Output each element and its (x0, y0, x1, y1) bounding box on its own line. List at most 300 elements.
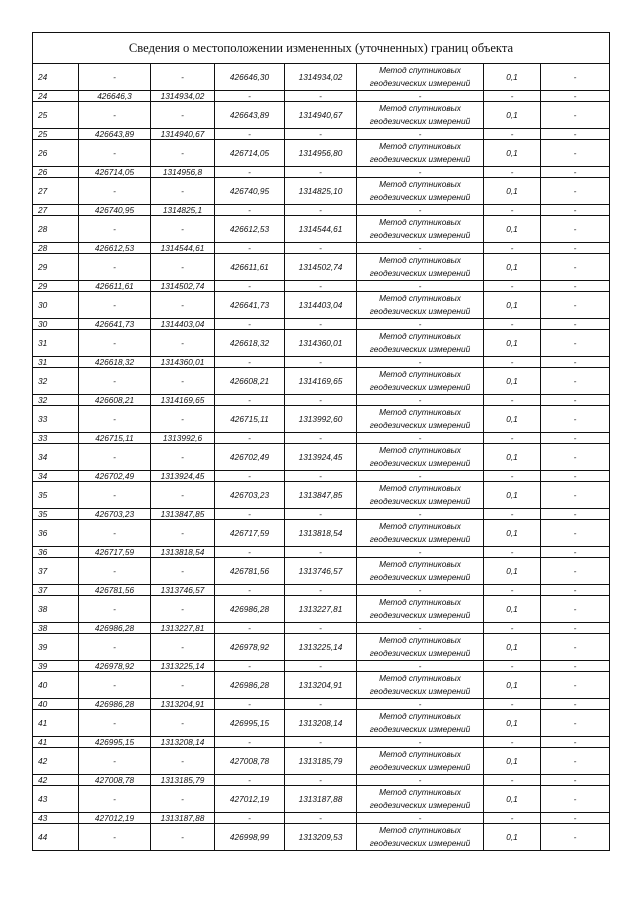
new-y-cell: 1313746,57 (285, 558, 357, 585)
old-x-cell: - (79, 786, 151, 813)
old-y-cell: - (151, 64, 215, 91)
new-y-cell: 1314169,65 (285, 368, 357, 395)
table-row (33, 178, 610, 205)
method-cell: Метод спутниковых геодезических измерений (357, 368, 484, 395)
accuracy-cell: - (484, 91, 541, 102)
table-row (33, 699, 610, 710)
table-row (33, 509, 610, 520)
old-x-cell: - (79, 292, 151, 319)
method-cell: Метод спутниковых геодезических измерений (357, 672, 484, 699)
accuracy-cell: - (484, 661, 541, 672)
old-x-cell: 426986,28 (79, 623, 151, 634)
new-x-cell: - (215, 775, 285, 786)
accuracy-cell: 0,1 (484, 482, 541, 509)
table-row (33, 167, 610, 178)
new-x-cell: 426646,30 (215, 64, 285, 91)
point-number: 24 (33, 91, 79, 102)
old-y-cell: 1314502,74 (151, 281, 215, 292)
old-y-cell: - (151, 216, 215, 243)
old-x-cell: 426608,21 (79, 395, 151, 406)
description-cell: - (541, 433, 610, 444)
accuracy-cell: - (484, 509, 541, 520)
new-x-cell: 426995,15 (215, 710, 285, 737)
new-x-cell: - (215, 699, 285, 710)
table-row (33, 319, 610, 330)
new-x-cell: - (215, 281, 285, 292)
table-row (33, 737, 610, 748)
new-y-cell: - (285, 547, 357, 558)
accuracy-cell: 0,1 (484, 824, 541, 851)
old-y-cell: - (151, 178, 215, 205)
old-y-cell: - (151, 330, 215, 357)
method-cell: Метод спутниковых геодезических измерений (357, 558, 484, 585)
point-number: 41 (33, 737, 79, 748)
old-x-cell: - (79, 672, 151, 699)
description-cell: - (541, 737, 610, 748)
old-y-cell: 1314825,1 (151, 205, 215, 216)
accuracy-cell: - (484, 471, 541, 482)
new-y-cell: 1314502,74 (285, 254, 357, 281)
old-y-cell: - (151, 444, 215, 471)
accuracy-cell: - (484, 281, 541, 292)
new-y-cell: - (285, 129, 357, 140)
new-y-cell: 1313992,60 (285, 406, 357, 433)
new-x-cell: 426643,89 (215, 102, 285, 129)
old-y-cell: 1313185,79 (151, 775, 215, 786)
point-number: 26 (33, 140, 79, 167)
table-row (33, 205, 610, 216)
new-x-cell: - (215, 205, 285, 216)
point-number: 38 (33, 623, 79, 634)
new-x-cell: - (215, 737, 285, 748)
table-row (33, 281, 610, 292)
description-cell: - (541, 824, 610, 851)
new-x-cell: - (215, 585, 285, 596)
old-y-cell: - (151, 596, 215, 623)
new-y-cell: - (285, 319, 357, 330)
method-cell: Метод спутниковых геодезических измерений (357, 292, 484, 319)
accuracy-cell: - (484, 129, 541, 140)
description-cell: - (541, 205, 610, 216)
accuracy-cell: - (484, 623, 541, 634)
old-x-cell: 426715,11 (79, 433, 151, 444)
point-number: 29 (33, 281, 79, 292)
new-y-cell: 1313847,85 (285, 482, 357, 509)
old-y-cell: - (151, 672, 215, 699)
old-x-cell: 427012,19 (79, 813, 151, 824)
old-x-cell: 426643,89 (79, 129, 151, 140)
table-row (33, 661, 610, 672)
accuracy-cell: - (484, 699, 541, 710)
point-number: 39 (33, 634, 79, 661)
table-row (33, 520, 610, 547)
old-x-cell: - (79, 102, 151, 129)
accuracy-cell: 0,1 (484, 672, 541, 699)
old-y-cell: - (151, 824, 215, 851)
description-cell: - (541, 444, 610, 471)
new-y-cell: 1314360,01 (285, 330, 357, 357)
method-cell: - (357, 319, 484, 330)
point-number: 34 (33, 444, 79, 471)
new-x-cell: 426781,56 (215, 558, 285, 585)
table-row (33, 634, 610, 661)
new-y-cell: - (285, 509, 357, 520)
new-y-cell: - (285, 281, 357, 292)
document-sheet (32, 32, 609, 851)
method-cell: - (357, 737, 484, 748)
table-row (33, 748, 610, 775)
old-x-cell: - (79, 824, 151, 851)
point-number: 43 (33, 786, 79, 813)
accuracy-cell: 0,1 (484, 64, 541, 91)
description-cell: - (541, 661, 610, 672)
method-cell: - (357, 167, 484, 178)
point-number: 33 (33, 433, 79, 444)
method-cell: - (357, 547, 484, 558)
description-cell: - (541, 558, 610, 585)
point-number: 36 (33, 547, 79, 558)
old-y-cell: 1313746,57 (151, 585, 215, 596)
table-row (33, 433, 610, 444)
point-number: 34 (33, 471, 79, 482)
accuracy-cell: 0,1 (484, 330, 541, 357)
method-cell: Метод спутниковых геодезических измерений (357, 710, 484, 737)
new-y-cell: - (285, 471, 357, 482)
point-number: 30 (33, 319, 79, 330)
old-x-cell: 426611,61 (79, 281, 151, 292)
description-cell: - (541, 140, 610, 167)
accuracy-cell: - (484, 547, 541, 558)
table-row (33, 710, 610, 737)
table-row (33, 813, 610, 824)
point-number: 38 (33, 596, 79, 623)
new-x-cell: - (215, 129, 285, 140)
new-x-cell: 426641,73 (215, 292, 285, 319)
accuracy-cell: - (484, 243, 541, 254)
old-y-cell: - (151, 748, 215, 775)
new-y-cell: 1314940,67 (285, 102, 357, 129)
point-number: 27 (33, 205, 79, 216)
accuracy-cell: - (484, 167, 541, 178)
point-number: 41 (33, 710, 79, 737)
new-x-cell: 426611,61 (215, 254, 285, 281)
old-y-cell: 1313204,91 (151, 699, 215, 710)
old-y-cell: 1314934,02 (151, 91, 215, 102)
old-y-cell: - (151, 786, 215, 813)
method-cell: Метод спутниковых геодезических измерений (357, 482, 484, 509)
new-x-cell: - (215, 813, 285, 824)
point-number: 25 (33, 102, 79, 129)
method-cell: Метод спутниковых геодезических измерений (357, 596, 484, 623)
new-x-cell: 427008,78 (215, 748, 285, 775)
accuracy-cell: 0,1 (484, 216, 541, 243)
new-y-cell: 1313209,53 (285, 824, 357, 851)
old-x-cell: - (79, 444, 151, 471)
old-x-cell: 426740,95 (79, 205, 151, 216)
table-row (33, 292, 610, 319)
new-y-cell: 1314956,80 (285, 140, 357, 167)
new-x-cell: 426740,95 (215, 178, 285, 205)
table-row (33, 786, 610, 813)
description-cell: - (541, 520, 610, 547)
point-number: 30 (33, 292, 79, 319)
method-cell: - (357, 775, 484, 786)
new-x-cell: - (215, 357, 285, 368)
description-cell: - (541, 281, 610, 292)
new-x-cell: 426703,23 (215, 482, 285, 509)
accuracy-cell: 0,1 (484, 254, 541, 281)
table-row (33, 558, 610, 585)
method-cell: Метод спутниковых геодезических измерений (357, 140, 484, 167)
description-cell: - (541, 672, 610, 699)
table-title: Сведения о местоположении измененных (уточненных) границ объекта (33, 33, 610, 64)
new-x-cell: - (215, 91, 285, 102)
method-cell: Метод спутниковых геодезических измерений (357, 178, 484, 205)
table-row (33, 330, 610, 357)
point-number: 32 (33, 368, 79, 395)
new-x-cell: 426702,49 (215, 444, 285, 471)
new-y-cell: - (285, 737, 357, 748)
method-cell: - (357, 623, 484, 634)
new-y-cell: - (285, 699, 357, 710)
point-number: 28 (33, 243, 79, 254)
point-number: 24 (33, 64, 79, 91)
new-x-cell: - (215, 661, 285, 672)
description-cell: - (541, 547, 610, 558)
new-x-cell: 426715,11 (215, 406, 285, 433)
accuracy-cell: 0,1 (484, 444, 541, 471)
old-y-cell: 1313225,14 (151, 661, 215, 672)
table-row (33, 129, 610, 140)
old-y-cell: 1314360,01 (151, 357, 215, 368)
description-cell: - (541, 216, 610, 243)
method-cell: - (357, 357, 484, 368)
accuracy-cell: - (484, 737, 541, 748)
old-x-cell: - (79, 64, 151, 91)
old-y-cell: - (151, 634, 215, 661)
method-cell: - (357, 395, 484, 406)
old-y-cell: 1314169,65 (151, 395, 215, 406)
method-cell: - (357, 91, 484, 102)
new-x-cell: - (215, 319, 285, 330)
table-row (33, 406, 610, 433)
table-row (33, 357, 610, 368)
accuracy-cell: - (484, 205, 541, 216)
description-cell: - (541, 699, 610, 710)
new-x-cell: 426608,21 (215, 368, 285, 395)
accuracy-cell: 0,1 (484, 368, 541, 395)
boundary-table (32, 32, 610, 851)
table-row (33, 824, 610, 851)
new-x-cell: - (215, 243, 285, 254)
new-y-cell: 1314825,10 (285, 178, 357, 205)
table-row (33, 482, 610, 509)
new-x-cell: - (215, 623, 285, 634)
old-x-cell: 426612,53 (79, 243, 151, 254)
new-x-cell: - (215, 167, 285, 178)
description-cell: - (541, 813, 610, 824)
method-cell: - (357, 509, 484, 520)
method-cell: - (357, 585, 484, 596)
method-cell: - (357, 699, 484, 710)
old-x-cell: - (79, 178, 151, 205)
method-cell: Метод спутниковых геодезических измерений (357, 824, 484, 851)
description-cell: - (541, 243, 610, 254)
method-cell: Метод спутниковых геодезических измерений (357, 748, 484, 775)
old-x-cell: 426978,92 (79, 661, 151, 672)
accuracy-cell: 0,1 (484, 786, 541, 813)
new-y-cell: - (285, 205, 357, 216)
accuracy-cell: 0,1 (484, 292, 541, 319)
description-cell: - (541, 748, 610, 775)
old-y-cell: 1313818,54 (151, 547, 215, 558)
old-x-cell: - (79, 520, 151, 547)
old-x-cell: - (79, 330, 151, 357)
method-cell: Метод спутниковых геодезических измерений (357, 444, 484, 471)
new-x-cell: 427012,19 (215, 786, 285, 813)
method-cell: Метод спутниковых геодезических измерений (357, 216, 484, 243)
method-cell: Метод спутниковых геодезических измерений (357, 64, 484, 91)
point-number: 27 (33, 178, 79, 205)
old-y-cell: 1314544,61 (151, 243, 215, 254)
old-y-cell: - (151, 292, 215, 319)
method-cell: - (357, 243, 484, 254)
description-cell: - (541, 509, 610, 520)
point-number: 40 (33, 672, 79, 699)
new-y-cell: 1314544,61 (285, 216, 357, 243)
new-x-cell: 426986,28 (215, 596, 285, 623)
method-cell: - (357, 129, 484, 140)
table-row (33, 585, 610, 596)
method-cell: - (357, 205, 484, 216)
description-cell: - (541, 623, 610, 634)
method-cell: Метод спутниковых геодезических измерений (357, 634, 484, 661)
description-cell: - (541, 357, 610, 368)
point-number: 42 (33, 775, 79, 786)
new-y-cell: 1313208,14 (285, 710, 357, 737)
point-number: 26 (33, 167, 79, 178)
description-cell: - (541, 254, 610, 281)
new-y-cell: - (285, 395, 357, 406)
point-number: 39 (33, 661, 79, 672)
accuracy-cell: 0,1 (484, 748, 541, 775)
point-number: 33 (33, 406, 79, 433)
table-row (33, 243, 610, 254)
new-y-cell: 1313818,54 (285, 520, 357, 547)
old-y-cell: 1313227,81 (151, 623, 215, 634)
old-x-cell: 426618,32 (79, 357, 151, 368)
new-y-cell: - (285, 433, 357, 444)
point-number: 40 (33, 699, 79, 710)
new-y-cell: - (285, 243, 357, 254)
accuracy-cell: - (484, 585, 541, 596)
method-cell: - (357, 281, 484, 292)
old-x-cell: 426781,56 (79, 585, 151, 596)
method-cell: - (357, 813, 484, 824)
table-row (33, 102, 610, 129)
new-x-cell: - (215, 395, 285, 406)
table-row (33, 64, 610, 91)
accuracy-cell: 0,1 (484, 596, 541, 623)
table-row (33, 368, 610, 395)
old-y-cell: - (151, 254, 215, 281)
old-y-cell: - (151, 520, 215, 547)
old-y-cell: 1314940,67 (151, 129, 215, 140)
new-y-cell: - (285, 661, 357, 672)
description-cell: - (541, 634, 610, 661)
new-x-cell: 426998,99 (215, 824, 285, 851)
description-cell: - (541, 330, 610, 357)
new-y-cell: 1313227,81 (285, 596, 357, 623)
old-x-cell: - (79, 406, 151, 433)
new-y-cell: - (285, 357, 357, 368)
old-x-cell: 426717,59 (79, 547, 151, 558)
point-number: 28 (33, 216, 79, 243)
accuracy-cell: 0,1 (484, 178, 541, 205)
new-y-cell: - (285, 91, 357, 102)
table-row (33, 775, 610, 786)
old-y-cell: - (151, 406, 215, 433)
point-number: 35 (33, 509, 79, 520)
old-x-cell: - (79, 558, 151, 585)
accuracy-cell: - (484, 433, 541, 444)
method-cell: - (357, 661, 484, 672)
old-y-cell: - (151, 558, 215, 585)
old-y-cell: 1314403,04 (151, 319, 215, 330)
method-cell: Метод спутниковых геодезических измерений (357, 102, 484, 129)
old-y-cell: - (151, 710, 215, 737)
point-number: 31 (33, 330, 79, 357)
description-cell: - (541, 292, 610, 319)
method-cell: Метод спутниковых геодезических измерений (357, 254, 484, 281)
description-cell: - (541, 102, 610, 129)
old-x-cell: - (79, 140, 151, 167)
accuracy-cell: - (484, 357, 541, 368)
method-cell: Метод спутниковых геодезических измерений (357, 786, 484, 813)
table-row (33, 254, 610, 281)
description-cell: - (541, 775, 610, 786)
new-y-cell: 1313204,91 (285, 672, 357, 699)
description-cell: - (541, 786, 610, 813)
description-cell: - (541, 395, 610, 406)
new-y-cell: - (285, 623, 357, 634)
old-y-cell: 1313187,88 (151, 813, 215, 824)
old-y-cell: 1313847,85 (151, 509, 215, 520)
point-number: 37 (33, 558, 79, 585)
old-x-cell: 426646,3 (79, 91, 151, 102)
accuracy-cell: 0,1 (484, 102, 541, 129)
new-x-cell: 426986,28 (215, 672, 285, 699)
old-y-cell: 1313992,6 (151, 433, 215, 444)
point-number: 42 (33, 748, 79, 775)
new-y-cell: - (285, 775, 357, 786)
old-y-cell: - (151, 140, 215, 167)
new-x-cell: 426714,05 (215, 140, 285, 167)
accuracy-cell: - (484, 395, 541, 406)
old-x-cell: - (79, 748, 151, 775)
old-x-cell: 427008,78 (79, 775, 151, 786)
accuracy-cell: - (484, 775, 541, 786)
accuracy-cell: - (484, 813, 541, 824)
description-cell: - (541, 471, 610, 482)
point-number: 43 (33, 813, 79, 824)
new-y-cell: - (285, 167, 357, 178)
method-cell: - (357, 471, 484, 482)
description-cell: - (541, 167, 610, 178)
old-y-cell: 1313208,14 (151, 737, 215, 748)
point-number: 36 (33, 520, 79, 547)
method-cell: Метод спутниковых геодезических измерений (357, 520, 484, 547)
